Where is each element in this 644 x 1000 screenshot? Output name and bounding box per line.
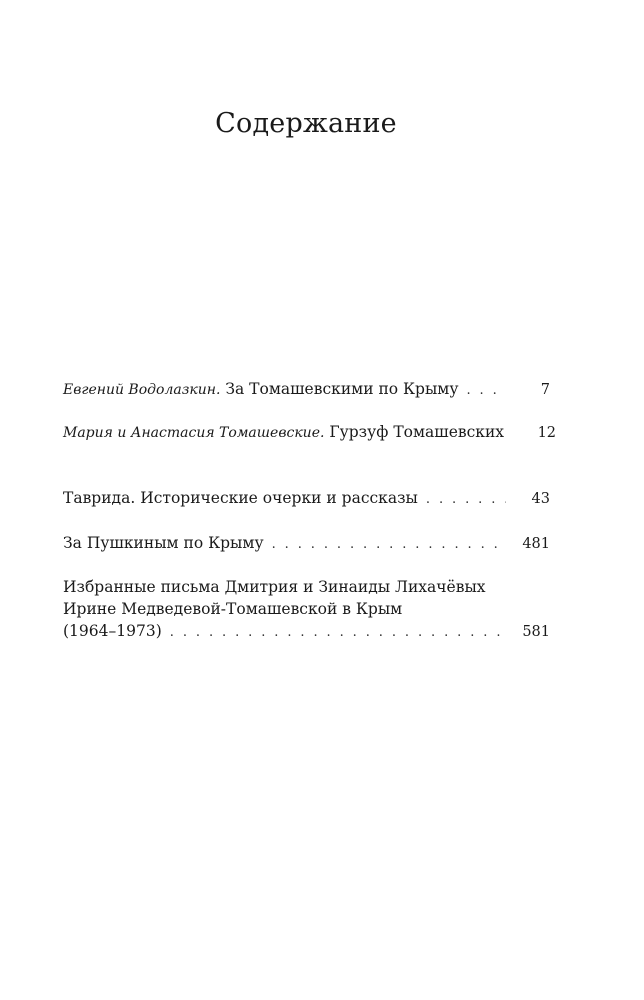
toc-entry-letters[interactable] [63,576,550,644]
toc-entry-title-line: (1964–1973) [63,622,162,640]
toc-entry-title-line: Ирине Медведевой-Томашевской в Крым [63,600,403,618]
dot-leader [466,380,506,402]
toc-entry-tomashevskie[interactable] [63,421,557,445]
toc-entry-page-number: 12 [537,425,557,441]
toc-entry-page-number: 43 [531,491,550,507]
toc-entry-title-line: Избранные письма Дмитрия и Зинаиды Лихачёвых [63,578,486,596]
toc-entry-line [63,421,557,445]
toc-entry-title: За Томашевскими по Крыму [225,380,459,398]
toc-entry-title: Гурзуф Томашевских [329,423,505,441]
toc-entry-text [63,378,458,401]
toc-entry-pushkin[interactable] [63,532,550,556]
toc-entry-title: За Пушкиным по Крыму [63,534,264,552]
toc-entry-page-number: 7 [540,382,550,398]
toc-entry-author: Мария и Анастасия Томашевские. [63,425,325,441]
toc-entry-page-number: 581 [522,624,550,640]
dot-leader [426,489,506,511]
toc-entry-vodolazkin[interactable] [63,378,550,402]
toc-entry-page-number: 481 [522,536,550,552]
dot-leader [170,622,506,644]
toc-entry-line [63,378,550,402]
dot-leader [272,534,506,556]
toc-entry-tavrida[interactable] [63,487,550,511]
toc-entry-line [63,532,550,556]
toc-entry-line [63,487,550,511]
toc-entry-title: Таврида. Исторические очерки и рассказы [63,489,418,507]
toc-entry-text [63,421,504,444]
toc-entry-line [63,620,550,644]
toc-entry-author: Евгений Водолазкин. [63,382,221,398]
page-title: Содержание [215,108,397,139]
